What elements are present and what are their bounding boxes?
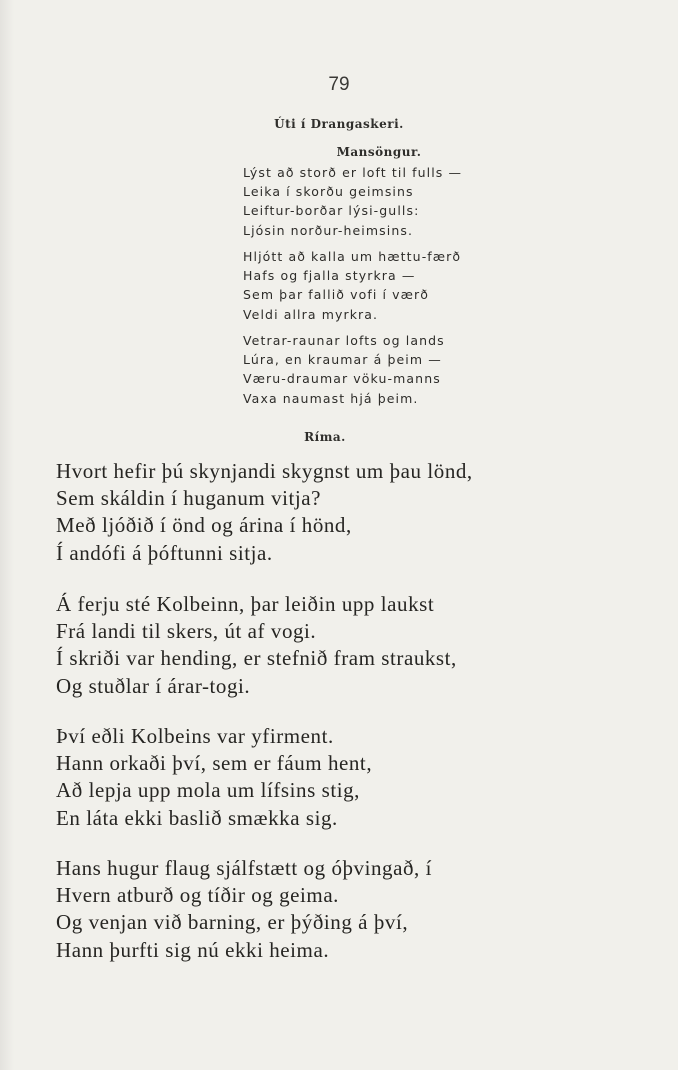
verse-line: Hljótt að kalla um hættu-færð — [243, 249, 462, 264]
large-stanza-4 — [56, 855, 432, 964]
verse-line: Leika í skorðu geimsins — [243, 184, 414, 200]
verse-line: Frá landi til skers, út af vogi. — [56, 619, 317, 644]
verse-line: Sem þar fallið vofi í værð — [243, 287, 429, 303]
verse-line: Ljósin norður-heimsins. — [243, 222, 414, 238]
verse-line: Á ferju sté Kolbeinn, þar leiðin upp laukst — [56, 592, 435, 616]
verse-line: Og stuðlar í árar-togi. — [56, 673, 251, 698]
verse-line: Hann þurfti sig nú ekki heima. — [56, 937, 330, 962]
verse-line: Og venjan við barning, er þýðing á því, — [56, 910, 409, 935]
verse-line: Hvort hefir þú skynjandi skygnst um þau lönd, — [56, 459, 473, 483]
verse-line: Væru-draumar vöku-manns — [243, 371, 441, 387]
small-stanza-2 — [243, 247, 461, 324]
verse-line: Lýst að storð er loft til fulls — — [243, 165, 463, 180]
large-stanza-2 — [56, 591, 457, 700]
verse-line: Að lepja upp mola um lífsins stig, — [56, 778, 360, 803]
verse-line: Í skriði var hending, er stefnið fram straukst, — [56, 646, 457, 671]
verse-line: Hann orkaði því, sem er fáum hent, — [56, 751, 373, 776]
poem-title: Úti í Drangaskeri. — [274, 117, 404, 131]
small-stanza-1 — [243, 163, 462, 240]
verse-line: En láta ekki baslið smækka sig. — [56, 805, 338, 830]
verse-line: Hafs og fjalla styrkra — — [243, 268, 416, 284]
verse-line: Vetrar-raunar lofts og lands — [243, 333, 445, 348]
verse-line: Í andófi á þóftunni sitja. — [56, 540, 273, 565]
large-stanza-3 — [56, 723, 372, 832]
verse-line: Hans hugur flaug sjálfstætt og óþvingað, í — [56, 856, 432, 880]
page-edge-shadow — [0, 0, 14, 1070]
verse-line: Sem skáldin í huganum vitja? — [56, 486, 322, 511]
verse-line: Leiftur-borðar lýsi-gulls: — [243, 203, 420, 219]
verse-line: Því eðli Kolbeins var yfirment. — [56, 724, 334, 748]
verse-line: Lúra, en kraumar á þeim — — [243, 352, 442, 368]
verse-line: Veldi allra myrkra. — [243, 306, 379, 322]
verse-line: Vaxa naumast hjá þeim. — [243, 390, 419, 406]
large-stanza-1 — [56, 458, 473, 567]
page-number: 79 — [328, 74, 350, 95]
section-heading-rima: Ríma. — [304, 430, 346, 444]
small-stanza-3 — [243, 331, 445, 408]
verse-line: Hvern atburð og tíðir og geima. — [56, 883, 339, 908]
verse-line: Með ljóðið í önd og árina í hönd, — [56, 513, 352, 538]
poem-subtitle: Mansöngur. — [336, 145, 422, 159]
